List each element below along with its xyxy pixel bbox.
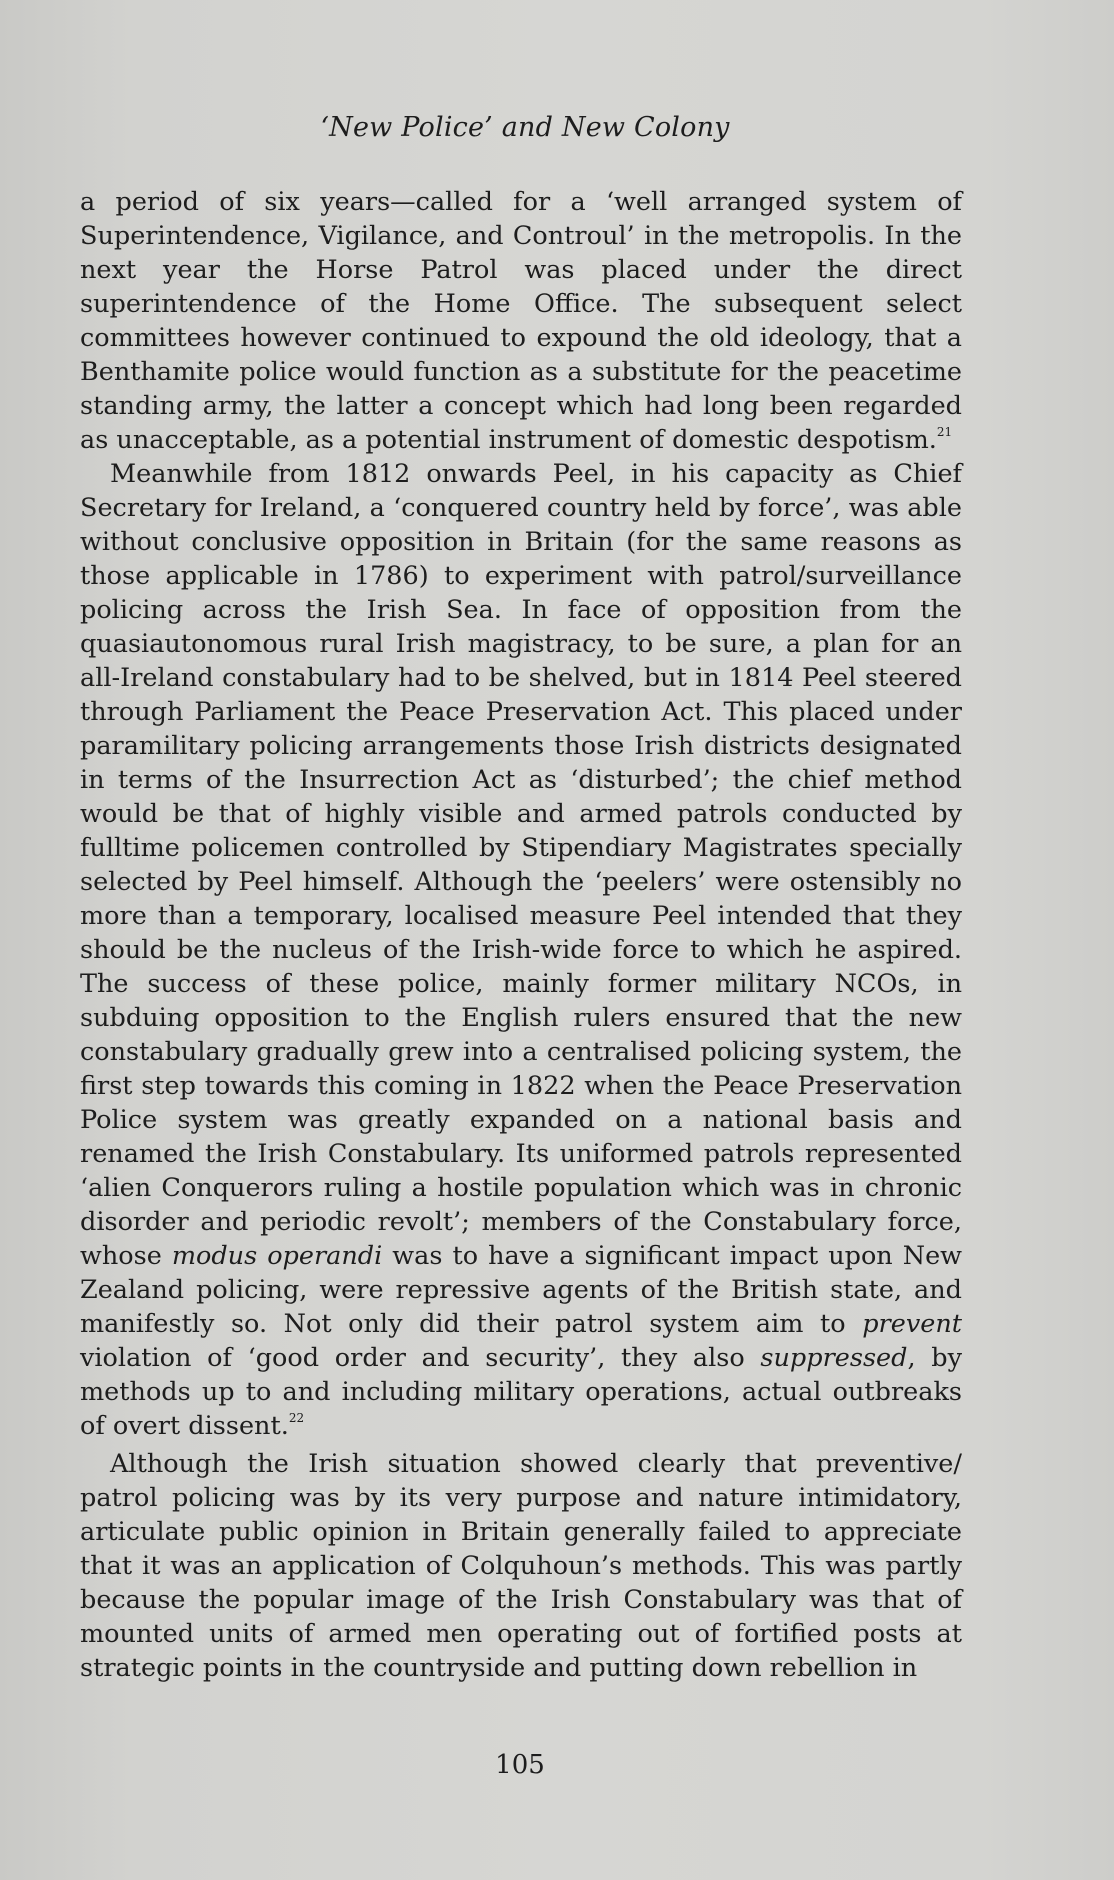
paragraph-2-text-d: , by methods up to and including military operations, actual outbreaks of overt dissent. [80,1343,962,1441]
footnote-ref-22[interactable]: 22 [288,1411,305,1425]
paragraph-3 [80,1447,962,1685]
paragraph-3-text: Although the Irish situation showed clearly that preventive/ patrol policing was by its very purpose and nature intimidatory, articulate public opinion in Britain generally failed to appreciate that it was an application of Colquhoun’s methods. This was partly because the popular image of the Irish Constabulary was that of mounted units of armed men operating out of fortified posts at strategic points in the countryside and putting down rebellion in [80,1449,962,1683]
paragraph-2-italic-prevent: prevent [862,1309,962,1339]
footnote-ref-21[interactable]: 21 [936,425,953,439]
body-text [80,185,962,1685]
paragraph-1 [80,185,962,457]
paragraph-2-italic-suppressed: suppressed [760,1343,908,1373]
paragraph-2-text-a: Meanwhile from 1812 onwards Peel, in his capacity as Chief Secretary for Ireland, a ‘conquered country held by force’, was able without conclusive opposition in Britain (for the same reasons as those applicable in 1786) to experiment with patrol/surveillance policing across the Irish Sea. In face of opposition from the quasiautonomous rural Irish magistracy, to be sure, a plan for an all-Ireland constabulary had to be shelved, but in 1814 Peel steered through Parliament the Peace Preservation Act. This placed under paramilitary policing arrangements those Irish districts designated in terms of the Insurrection Act as ‘disturbed’; the chief method would be that of highly visible and armed patrols conducted by fulltime policemen controlled by Stipendiary Magistrates specially selected by Peel himself. Although the ‘peelers’ were ostensibly no more than a temporary, localised measure Peel intended that they should be the nucleus of the Irish-wide force to which he aspired. The success of these police, mainly former military NCOs, in subduing opposition to the English rulers ensured that the new constabulary gradually grew into a centralised policing system, the first step towards this coming in 1822 when the Peace Preservation Police system was greatly expanded on a national basis and renamed the Irish Constabulary. Its uniformed patrols represented ‘alien Conquerors ruling a hostile population which was in chronic disorder and periodic revolt’; members of the Constabulary force, whose [80,459,962,1271]
page-number: 105 [495,1750,545,1780]
paragraph-2-text-b: was to have a significant impact upon New Zealand policing, were repressive agents of the British state, and manifestly so. Not only did their patrol system aim to [80,1241,962,1339]
paragraph-2-italic-modus: modus operandi [171,1241,383,1271]
running-head: ‘New Police’ and New Colony [320,112,730,143]
paragraph-2 [80,457,962,1443]
paragraph-1-text: a period of six years—called for a ‘well arranged system of Superintendence, Vigilance, and Controul’ in the metropolis. In the next year the Horse Patrol was placed under the direct superintendence of the Home Office. The subsequent select committees however continued to expound the old ideology, that a Benthamite police would function as a substitute for the peacetime standing army, the latter a concept which had long been regarded as unacceptable, as a potential instrument of domestic despotism. [80,187,962,455]
paragraph-2-text-c: violation of ‘good order and security’, they also [80,1343,761,1373]
